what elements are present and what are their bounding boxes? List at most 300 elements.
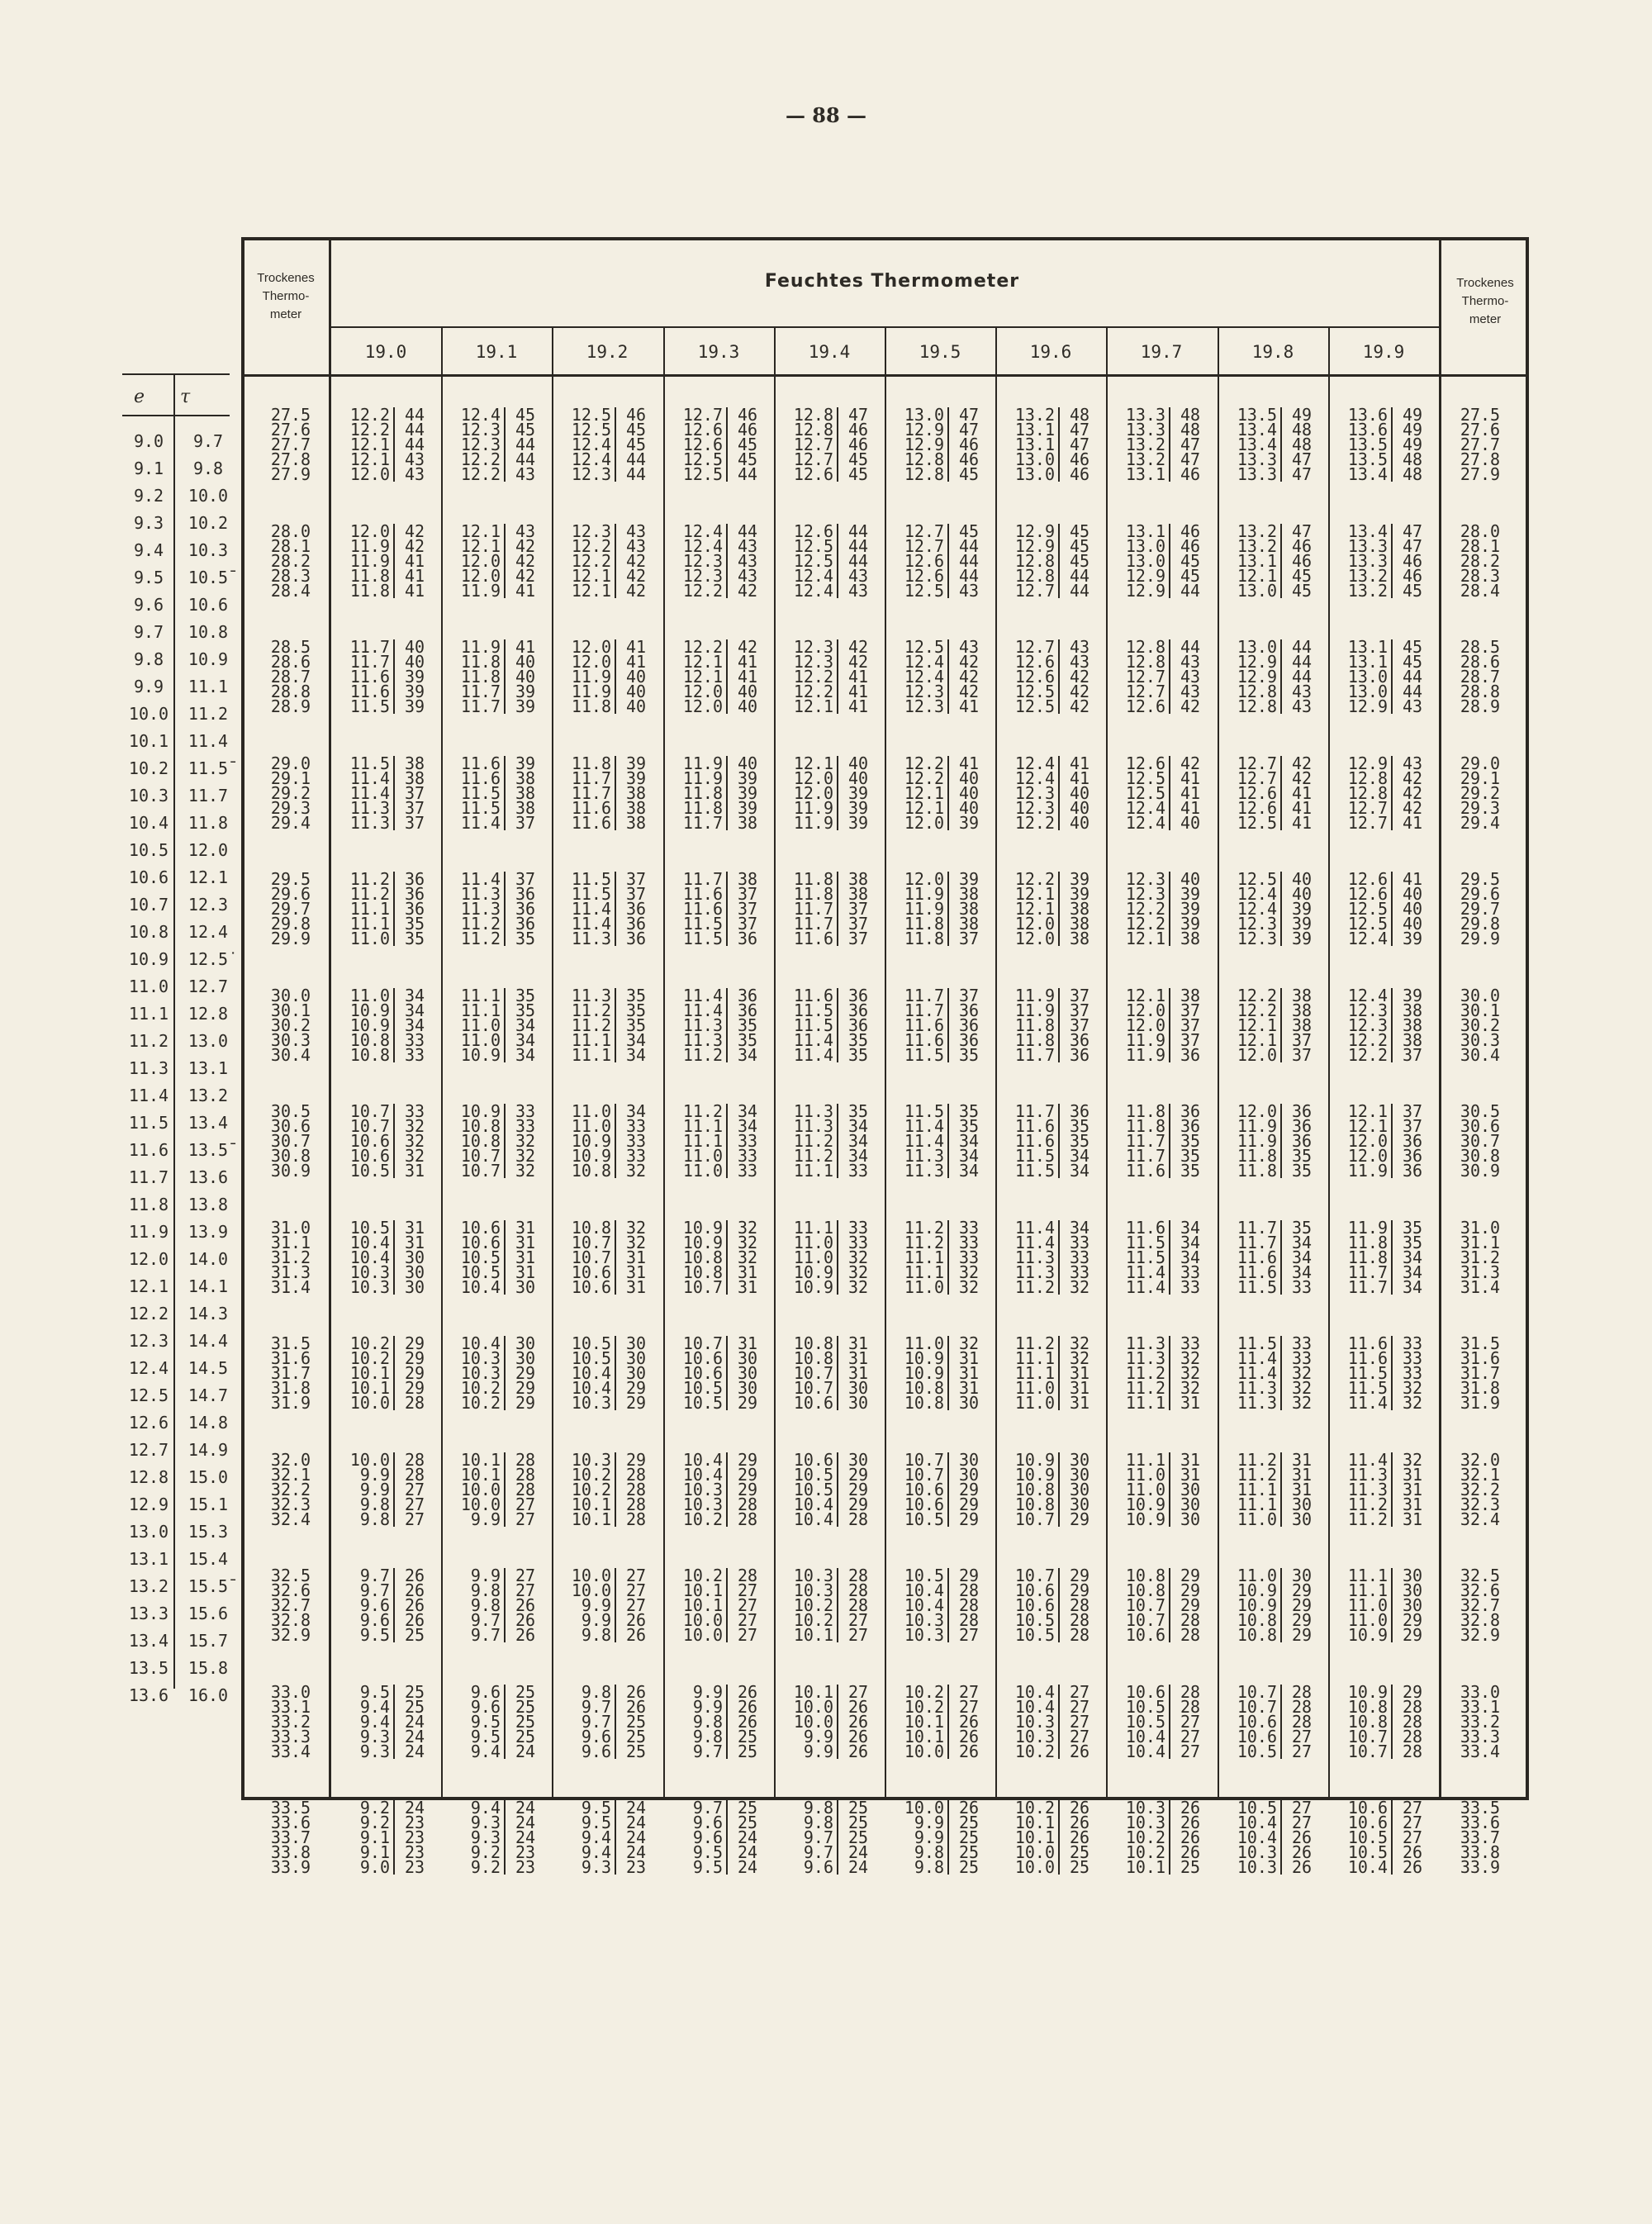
e-value: 10.3 [128, 786, 169, 805]
wet-value: 11.6 [1118, 1220, 1170, 1235]
wet-value: 13.5 [1229, 407, 1282, 422]
table-row [342, 931, 430, 946]
humidity-value: 34 [738, 1116, 758, 1136]
wet-value: 10.8 [563, 1220, 616, 1235]
wet-value: 9.6 [453, 1685, 506, 1699]
wet-value: 11.9 [1229, 1119, 1282, 1133]
humidity-value: 40 [515, 667, 536, 687]
wet-value: 12.7 [1229, 771, 1282, 786]
wet-value: 11.7 [786, 916, 838, 931]
humidity-value: 39 [959, 813, 980, 833]
wet-value: 10.7 [1118, 1613, 1170, 1628]
humidity-value: 30 [959, 1450, 980, 1470]
column-divider [663, 326, 665, 1800]
wet-value: 12.6 [896, 554, 949, 568]
wet-value: 10.8 [453, 1119, 506, 1133]
humidity-value: 26 [626, 1625, 647, 1645]
wet-value: 9.4 [453, 1800, 506, 1815]
table-row [342, 464, 430, 484]
wet-value: 10.2 [453, 1380, 506, 1395]
e-value: 10.5 [128, 840, 169, 860]
wet-value: 12.4 [675, 524, 728, 539]
humidity-value: 41 [626, 652, 647, 672]
wet-value: 12.2 [675, 639, 728, 654]
humidity-value: 23 [626, 1857, 647, 1877]
dry-value: 27.7 [270, 435, 311, 454]
wet-value: 12.5 [563, 407, 616, 422]
humidity-value: 38 [626, 798, 647, 818]
side-top-rule [122, 373, 230, 375]
humidity-value: 31 [1070, 1393, 1090, 1413]
wet-value: 10.9 [563, 1133, 616, 1148]
wet-value: 11.2 [896, 1220, 949, 1235]
table-cell [342, 1800, 430, 1875]
dry-value: 33.3 [1460, 1727, 1501, 1746]
tau-value: 11.5̄ [188, 758, 229, 778]
wet-value: 10.0 [896, 1744, 949, 1759]
dry-value: 28.9 [270, 696, 311, 716]
humidity-value: 29 [515, 1393, 536, 1413]
wet-value: 12.8 [1007, 554, 1060, 568]
humidity-value: 47 [1292, 521, 1313, 541]
humidity-value: 27 [405, 1509, 425, 1529]
humidity-value: 42 [1403, 783, 1423, 803]
humidity-value: 27 [626, 1595, 647, 1615]
wet-value: 10.3 [563, 1452, 616, 1467]
dry-value: 29.7 [1460, 899, 1501, 919]
table-row [896, 1509, 984, 1529]
wet-value: 10.9 [1007, 1452, 1060, 1467]
wet-value: 12.1 [675, 669, 728, 684]
wet-value: 11.4 [786, 1048, 838, 1062]
table-row [675, 1393, 762, 1413]
table-row [786, 696, 873, 716]
table-row [786, 1625, 873, 1645]
humidity-value: 28 [515, 1480, 536, 1499]
table-cell [1118, 407, 1205, 482]
wet-value: 13.2 [1118, 452, 1170, 467]
table-cell [1229, 1800, 1317, 1875]
table-cell [675, 1682, 762, 1761]
wet-value: 10.5 [1007, 1613, 1060, 1628]
humidity-value: 24 [405, 1712, 425, 1732]
tau-value: 12.1 [188, 867, 229, 887]
tau-value: 13.8 [188, 1195, 229, 1214]
humidity-value: 32 [1403, 1450, 1423, 1470]
wet-value: 10.1 [675, 1598, 728, 1613]
humidity-value: 32 [848, 1277, 869, 1297]
wet-value: 11.4 [453, 815, 506, 830]
wet-value: 11.2 [1229, 1467, 1282, 1482]
wet-value: 12.1 [786, 756, 838, 771]
humidity-value: 44 [626, 464, 647, 484]
wet-value: 10.6 [342, 1148, 395, 1163]
wet-value: 12.7 [1229, 756, 1282, 771]
humidity-value: 42 [738, 637, 758, 657]
dry-value: 31.0 [270, 1218, 311, 1238]
humidity-value: 47 [1070, 420, 1090, 440]
humidity-value: 37 [1180, 1015, 1201, 1035]
table-cell [1118, 1566, 1205, 1645]
wet-value: 10.9 [342, 1018, 395, 1033]
wet-value: 11.1 [453, 1003, 506, 1018]
dry-value: 32.9 [1460, 1625, 1501, 1645]
humidity-value: 24 [738, 1857, 758, 1877]
table-cell [896, 1101, 984, 1181]
table-row [342, 1161, 430, 1181]
wet-value: 9.6 [563, 1729, 616, 1744]
wet-value: 13.4 [1229, 422, 1282, 437]
wet-column-header: 19.8 [1251, 342, 1294, 362]
wet-value: 12.0 [563, 654, 616, 669]
wet-value: 10.7 [563, 1235, 616, 1250]
table-cell [453, 753, 540, 833]
humidity-value: 36 [959, 1000, 980, 1020]
wet-value: 10.7 [1229, 1699, 1282, 1714]
wet-value: 10.3 [896, 1628, 949, 1642]
humidity-value: 45 [959, 521, 980, 541]
wet-value: 10.8 [786, 1336, 838, 1351]
wet-value: 10.8 [342, 1033, 395, 1048]
wet-value: 12.7 [675, 407, 728, 422]
table-row [563, 696, 651, 716]
humidity-value: 37 [738, 914, 758, 934]
humidity-value: 30 [1403, 1580, 1423, 1600]
humidity-value: 39 [1180, 899, 1201, 919]
humidity-value: 32 [1403, 1378, 1423, 1398]
humidity-value: 44 [738, 521, 758, 541]
table-row [342, 1625, 430, 1645]
wet-value: 11.3 [1007, 1265, 1060, 1280]
humidity-value: 27 [1070, 1697, 1090, 1717]
table-cell [453, 869, 540, 948]
table-row [563, 464, 651, 484]
table-row [1340, 1045, 1427, 1065]
humidity-value: 39 [515, 696, 536, 716]
table-row [1118, 931, 1205, 946]
wet-value: 9.1 [342, 1830, 395, 1845]
wet-value: 11.8 [896, 916, 949, 931]
tau-value: 12.4 [188, 922, 229, 942]
humidity-value: 44 [848, 536, 869, 556]
wet-value: 12.2 [1118, 901, 1170, 916]
wet-value: 11.8 [1229, 1148, 1282, 1163]
humidity-value: 34 [1403, 1262, 1423, 1282]
wet-value: 12.6 [675, 437, 728, 452]
humidity-value: 42 [1070, 682, 1090, 701]
wet-value: 10.2 [342, 1336, 395, 1351]
humidity-value: 39 [405, 682, 425, 701]
dry-value: 29.9 [270, 929, 311, 948]
humidity-value: 31 [1180, 1465, 1201, 1485]
humidity-value: 29 [1180, 1580, 1201, 1600]
wet-value: 12.6 [896, 568, 949, 583]
wet-value: 13.1 [1340, 639, 1393, 654]
humidity-value: 48 [1070, 405, 1090, 425]
wet-value: 12.6 [1007, 669, 1060, 684]
table-cell [1007, 753, 1094, 833]
wet-value: 10.4 [1340, 1860, 1393, 1875]
tau-value: 13.2 [188, 1086, 229, 1105]
humidity-value: 40 [959, 768, 980, 788]
wet-value: 11.7 [1229, 1235, 1282, 1250]
humidity-value: 31 [515, 1233, 536, 1252]
dry-value: 29.0 [1460, 753, 1501, 773]
humidity-value: 45 [1070, 536, 1090, 556]
wet-value: 13.0 [1007, 452, 1060, 467]
wet-value: 9.7 [563, 1714, 616, 1729]
wet-value: 11.0 [896, 1280, 949, 1295]
tau-value: 10.3 [188, 540, 229, 560]
humidity-value: 34 [1180, 1233, 1201, 1252]
humidity-value: 30 [848, 1450, 869, 1470]
humidity-value: 41 [959, 696, 980, 716]
humidity-value: 33 [515, 1101, 536, 1121]
wet-value: 11.6 [896, 1018, 949, 1033]
humidity-value: 41 [738, 667, 758, 687]
wet-value: 11.1 [1118, 1452, 1170, 1467]
wet-value: 13.1 [1229, 554, 1282, 568]
wet-value: 11.9 [1118, 1048, 1170, 1062]
table-cell [1340, 1452, 1427, 1527]
wet-value: 11.7 [453, 699, 506, 714]
wet-value: 10.7 [786, 1366, 838, 1380]
wet-value: 11.4 [1007, 1220, 1060, 1235]
dry-values-right [1447, 1333, 1513, 1413]
humidity-value: 29 [848, 1495, 869, 1514]
tau-value: 10.8 [188, 622, 229, 642]
humidity-value: 29 [626, 1450, 647, 1470]
wet-value: 12.5 [675, 467, 728, 482]
wet-value: 12.2 [563, 539, 616, 554]
wet-value: 11.0 [1229, 1512, 1282, 1527]
humidity-value: 23 [515, 1857, 536, 1877]
wet-value: 10.7 [1340, 1729, 1393, 1744]
dry-value: 32.9 [270, 1625, 311, 1645]
table-row [896, 464, 984, 484]
e-value: 11.3 [128, 1058, 169, 1078]
humidity-value: 24 [515, 1742, 536, 1761]
humidity-value: 39 [1292, 899, 1313, 919]
dry-value: 33.0 [1460, 1682, 1501, 1702]
wet-value: 11.7 [896, 988, 949, 1003]
wet-value: 9.9 [563, 1598, 616, 1613]
table-row [563, 581, 651, 601]
table-row [1007, 813, 1094, 833]
humidity-value: 38 [1070, 914, 1090, 934]
humidity-value: 27 [1292, 1798, 1313, 1818]
humidity-value: 37 [405, 813, 425, 833]
dry-value: 30.1 [1460, 1000, 1501, 1020]
wet-value: 10.2 [786, 1598, 838, 1613]
humidity-value: 27 [1180, 1742, 1201, 1761]
humidity-value: 31 [515, 1218, 536, 1238]
table-row [675, 1744, 762, 1759]
humidity-value: 30 [626, 1333, 647, 1353]
column-divider [1328, 326, 1330, 1800]
humidity-value: 36 [959, 1030, 980, 1050]
table-cell [786, 1682, 873, 1761]
wet-value: 9.6 [675, 1815, 728, 1830]
humidity-value: 35 [738, 1015, 758, 1035]
wet-value: 11.5 [896, 1048, 949, 1062]
table-row [1229, 813, 1317, 833]
dry-value: 28.1 [270, 536, 311, 556]
humidity-value: 29 [515, 1378, 536, 1398]
humidity-value: 43 [1070, 652, 1090, 672]
humidity-value: 30 [515, 1333, 536, 1353]
humidity-value: 39 [1070, 869, 1090, 889]
table-cell [342, 639, 430, 714]
humidity-value: 45 [848, 464, 869, 484]
wet-title: Feuchtes Thermometer [764, 271, 1020, 292]
table-cell [1340, 986, 1427, 1065]
wet-value: 13.5 [1340, 452, 1393, 467]
wet-value: 13.6 [1340, 422, 1393, 437]
humidity-value: 30 [1292, 1495, 1313, 1514]
humidity-value: 31 [959, 1378, 980, 1398]
wet-value: 13.3 [1118, 407, 1170, 422]
wet-value: 9.6 [453, 1699, 506, 1714]
humidity-value: 28 [1180, 1682, 1201, 1702]
wet-value: 10.5 [675, 1380, 728, 1395]
humidity-value: 26 [738, 1712, 758, 1732]
humidity-value: 43 [738, 566, 758, 586]
wet-value: 12.3 [563, 524, 616, 539]
humidity-value: 34 [405, 1015, 425, 1035]
wet-value: 9.2 [342, 1800, 395, 1815]
wet-value: 12.9 [1229, 654, 1282, 669]
e-value: 13.5 [128, 1658, 169, 1678]
dry-value: 29.2 [1460, 783, 1501, 803]
wet-value: 11.6 [675, 886, 728, 901]
humidity-value: 26 [738, 1697, 758, 1717]
humidity-value: 40 [1403, 899, 1423, 919]
wet-value: 9.8 [896, 1845, 949, 1860]
dry-value: 33.0 [270, 1682, 311, 1702]
e-value: 13.1 [128, 1549, 169, 1569]
humidity-value: 39 [738, 798, 758, 818]
dry-value: 32.1 [270, 1465, 311, 1485]
dry-value: 30.2 [1460, 1015, 1501, 1035]
wet-value: 13.4 [1340, 524, 1393, 539]
table-cell [1118, 1333, 1205, 1413]
table-row [675, 931, 762, 946]
wet-value: 13.2 [1007, 407, 1060, 422]
humidity-value: 29 [1292, 1625, 1313, 1645]
humidity-value: 43 [848, 581, 869, 601]
humidity-value: 29 [405, 1348, 425, 1368]
e-value: 9.8 [133, 649, 164, 669]
humidity-value: 31 [848, 1348, 869, 1368]
humidity-value: 30 [848, 1393, 869, 1413]
dry-value: 31.5 [270, 1333, 311, 1353]
humidity-value: 38 [515, 768, 536, 788]
humidity-value: 27 [515, 1509, 536, 1529]
table-cell [1118, 1220, 1205, 1295]
wet-value: 9.6 [342, 1598, 395, 1613]
wet-value: 9.2 [453, 1845, 506, 1860]
dry-value: 33.4 [270, 1742, 311, 1761]
humidity-value: 35 [848, 1101, 869, 1121]
humidity-value: 41 [405, 551, 425, 571]
wet-value: 12.7 [1118, 669, 1170, 684]
wet-value: 12.9 [1118, 583, 1170, 598]
humidity-value: 32 [626, 1233, 647, 1252]
dry-value: 32.0 [1460, 1450, 1501, 1470]
table-cell [563, 1452, 651, 1527]
dry-value: 33.1 [270, 1697, 311, 1717]
wet-value: 10.3 [1118, 1815, 1170, 1830]
dry-value: 31.8 [270, 1378, 311, 1398]
humidity-value: 42 [626, 581, 647, 601]
humidity-value: 28 [626, 1465, 647, 1485]
wet-value: 9.8 [786, 1800, 838, 1815]
wet-value: 10.2 [563, 1482, 616, 1497]
humidity-value: 37 [848, 929, 869, 948]
dry-value: 30.6 [1460, 1116, 1501, 1136]
wet-value: 10.1 [786, 1628, 838, 1642]
humidity-value: 28 [626, 1495, 647, 1514]
table-cell [1340, 1101, 1427, 1181]
humidity-value: 32 [738, 1218, 758, 1238]
wet-value: 11.0 [1118, 1467, 1170, 1482]
humidity-value: 36 [1292, 1101, 1313, 1121]
wet-value: 11.0 [675, 1148, 728, 1163]
table-cell [1007, 407, 1094, 482]
table-row [1229, 1161, 1317, 1181]
wet-value: 10.6 [786, 1395, 838, 1410]
wet-value: 10.2 [1118, 1845, 1170, 1860]
table-cell [675, 1220, 762, 1295]
humidity-value: 24 [738, 1842, 758, 1862]
humidity-value: 28 [848, 1566, 869, 1585]
wet-value: 10.8 [1229, 1613, 1282, 1628]
humidity-value: 28 [738, 1566, 758, 1585]
dry-value: 31.9 [1460, 1393, 1501, 1413]
humidity-value: 29 [405, 1333, 425, 1353]
wet-value: 11.5 [1340, 1366, 1393, 1380]
dry-label-left [248, 269, 324, 324]
table-cell [1007, 986, 1094, 1065]
table-cell [1007, 1333, 1094, 1413]
e-value: 11.7 [128, 1167, 169, 1187]
humidity-value: 26 [1180, 1827, 1201, 1847]
table-cell [896, 1682, 984, 1761]
humidity-value: 32 [1180, 1363, 1201, 1383]
wet-value: 10.8 [1340, 1714, 1393, 1729]
humidity-value: 44 [626, 449, 647, 469]
wet-value: 11.6 [1340, 1351, 1393, 1366]
humidity-value: 32 [959, 1262, 980, 1282]
tau-value: 14.4 [188, 1331, 229, 1351]
e-value: 11.0 [128, 977, 169, 996]
wet-value: 10.0 [1007, 1860, 1060, 1875]
wet-value: 12.5 [896, 639, 949, 654]
humidity-value: 26 [405, 1595, 425, 1615]
humidity-value: 47 [1292, 464, 1313, 484]
table-row [1118, 813, 1205, 833]
dry-label-right-line: meter [1469, 312, 1502, 326]
wet-value: 12.0 [1007, 931, 1060, 946]
wet-value: 13.2 [1229, 539, 1282, 554]
humidity-value: 27 [1403, 1827, 1423, 1847]
table-cell [675, 1566, 762, 1645]
humidity-value: 37 [626, 884, 647, 904]
e-value: 11.1 [128, 1004, 169, 1024]
wet-value: 12.8 [1340, 771, 1393, 786]
wet-value: 9.5 [563, 1815, 616, 1830]
